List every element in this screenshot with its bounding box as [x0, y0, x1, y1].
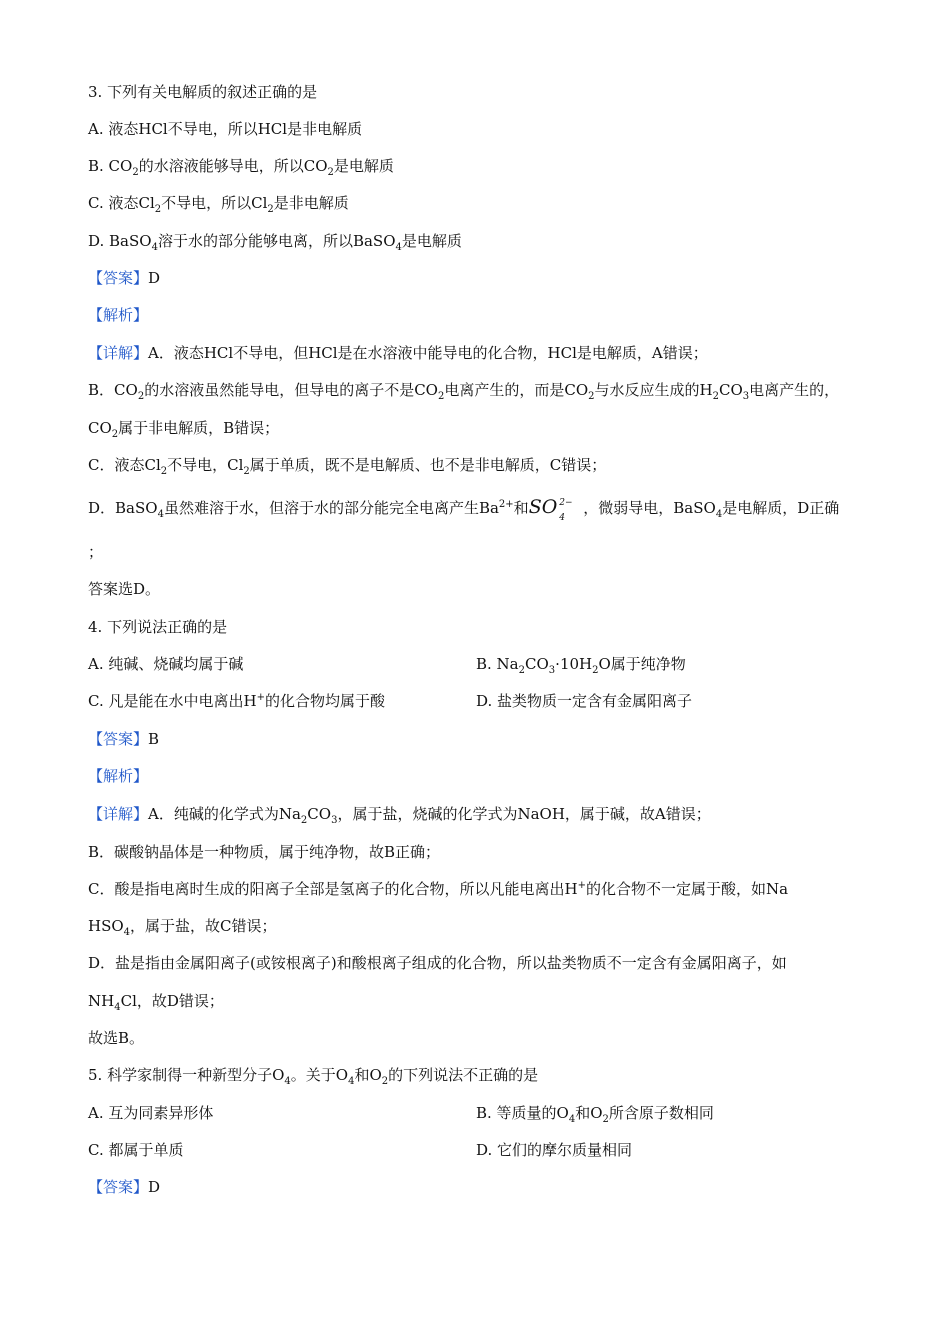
q4-option-a: A. 纯碱、烧碱均属于碱	[88, 655, 244, 673]
q5-option-a: A. 互为同素异形体	[88, 1104, 214, 1122]
answer-tag: 【答案】	[88, 730, 149, 748]
answer-value: D	[148, 269, 161, 287]
q3-detail-d: D．BaSO$_4$虽然难溶于水，但溶于水的部分能完全电离产生$Ba^{2+}$和SO 2− 4 ，微弱导电，BaSO$_4$是电解质，D正确	[88, 496, 840, 523]
answer-tag: 【答案】	[88, 1178, 149, 1196]
detail-tag: 【详解】	[88, 805, 149, 823]
q4-detail-b: B．碳酸钠晶体是一种物质，属于纯净物，故B正确；	[88, 843, 441, 861]
q3-conclusion: 答案选D。	[88, 580, 161, 598]
answer-value: D	[148, 1178, 161, 1196]
q3-detail-b-line2: $CO_2$属于非电解质，B错误；	[88, 419, 280, 440]
q3-detail-c: C．液态$Cl_2$不导电，$Cl_2$属于单质，既不是电解质、也不是非电解质，C错误；	[88, 456, 607, 477]
q4-option-b: B. $Na_2CO_3\cdot 10H_2O$属于纯净物	[476, 655, 686, 676]
q3-option-b: B. $CO_2$的水溶液能够导电，所以$CO_2$是电解质	[88, 157, 394, 178]
q3-answer	[88, 268, 160, 288]
q4-conclusion: 故选B。	[88, 1029, 145, 1047]
q3-option-a: A. 液态HCl不导电，所以HCl是非电解质	[88, 120, 363, 138]
q4-answer	[88, 729, 159, 749]
q4-option-c: C. 凡是能在水中电离出H+的化合物均属于酸	[88, 692, 385, 710]
q3-detail-d-tail: ；	[88, 543, 104, 561]
q4-detail-c-line1: C．酸是指电离时生成的阳离子全部是氢离子的化合物，所以凡能电离出H+的化合物不一定属于酸，如Na	[88, 880, 789, 898]
detail-tag: 【详解】	[88, 344, 149, 362]
q3-stem: 3. 下列有关电解质的叙述正确的是	[88, 83, 318, 101]
answer-value: B	[148, 730, 160, 748]
q4-detail-d-line1: D．盐是指由金属阳离子(或铵根离子)和酸根离子组成的化合物，所以盐类物质不一定含有金属阳离子，如	[88, 954, 787, 972]
q4-analysis-tag: 【解析】	[88, 767, 149, 785]
q5-stem: 5. 科学家制得一种新型分子$O_4$。关于$O_4$和$O_2$的下列说法不正确的是	[88, 1066, 539, 1087]
answer-tag: 【答案】	[88, 269, 149, 287]
q4-detail-c-line2: $HSO_4$，属于盐，故C错误；	[88, 917, 277, 938]
q3-detail-b-line1: B．$CO_2$的水溶液虽然能导电，但导电的离子不是$CO_2$电离产生的，而是$CO_2$与水反应生成的$H_2CO_3$电离产生的，	[88, 381, 840, 402]
q3-option-c: C. 液态$Cl_2$不导电，所以$Cl_2$是非电解质	[88, 194, 349, 215]
q3-analysis-tag: 【解析】	[88, 306, 149, 324]
q5-option-c: C. 都属于单质	[88, 1141, 184, 1159]
q4-option-d: D. 盐类物质一定含有金属阳离子	[476, 692, 693, 710]
q4-detail-a: 【详解】A．纯碱的化学式为$Na_2CO_3$，属于盐，烧碱的化学式为NaOH，属于碱，故A错误；	[88, 805, 711, 826]
q3-option-d: D. BaSO$_4$溶于水的部分能够电离，所以BaSO$_4$是电解质	[88, 232, 462, 253]
q5-option-b: B. 等质量的$O_4$和$O_2$所含原子数相同	[476, 1104, 714, 1125]
q5-option-d: D. 它们的摩尔质量相同	[476, 1141, 633, 1159]
q4-detail-d-line2: $NH_4Cl$，故D错误；	[88, 992, 224, 1013]
sulfate-ion-formula: SO	[528, 496, 558, 518]
q3-detail-a: 【详解】A．液态HCl不导电，但HCl是在水溶液中能导电的化合物，HCl是电解质，A错误；	[88, 344, 708, 362]
q5-answer	[88, 1177, 160, 1197]
q4-stem: 4. 下列说法正确的是	[88, 618, 228, 636]
